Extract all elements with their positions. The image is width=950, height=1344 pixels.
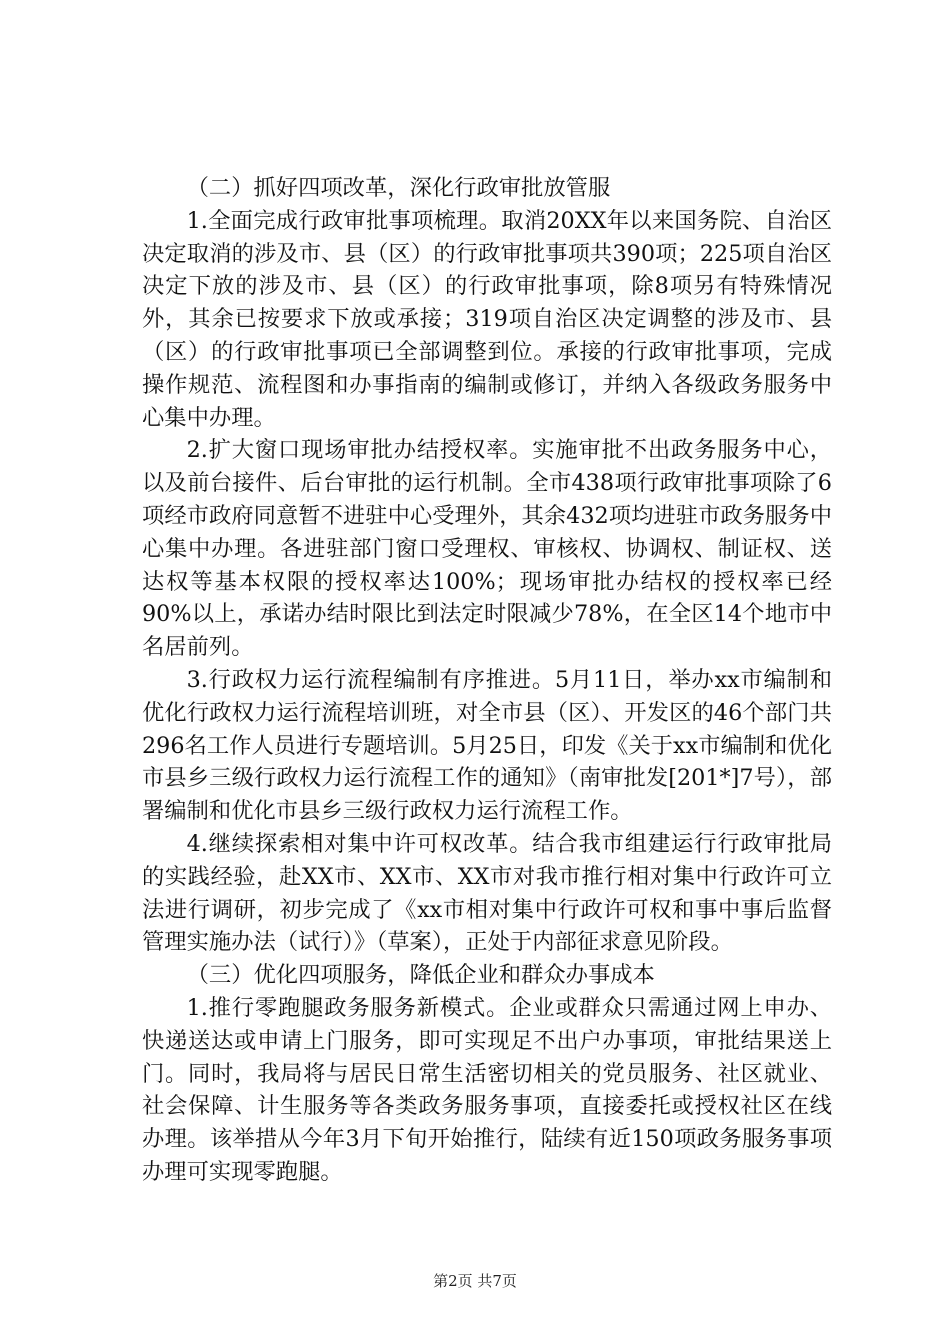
page-number: 第2页 共7页	[433, 1272, 517, 1290]
section-heading-3: （三）优化四项服务，降低企业和群众办事成本	[186, 962, 655, 989]
paragraph: 1.全面完成行政审批事项梳理。取消20XX年以来国务院、自治区决定取消的涉及市、县（区）的行政审批事项共390项；225项自治区决定下放的涉及市、县（区）的行政审批事项，除8项另有特殊情况外，其余已按要求下放或承接；319项自治区决定调整的涉及市、县（区）的行政审批事项已全部调整到位。承接的行政审批事项，完成操作规范、流程图和办事指南的编制或修订，并纳入各级政务服务中心集中办理。	[142, 207, 832, 431]
paragraph: 2.扩大窗口现场审批办结授权率。实施审批不出政务服务中心，以及前台接件、后台审批的运行机制。全市438项行政审批事项除了6项经市政府同意暂不进驻中心受理外，其余432项均进驻市政务服务中心集中办理。各进驻部门窗口受理权、审核权、协调权、制证权、送达权等基本权限的授权率达100%；现场审批办结权的授权率已经90%以上，承诺办结时限比到法定时限减少78%，在全区14个地市中名居前列。	[142, 437, 832, 661]
paragraph: 1.推行零跑腿政务服务新模式。企业或群众只需通过网上申办、快递送达或申请上门服务，即可实现足不出户办事项，审批结果送上门。同时，我局将与居民日常生活密切相关的党员服务、社区就业、社会保障、计生服务等各类政务服务事项，直接委托或授权社区在线办理。该举措从今年3月下旬开始推行，陆续有近150项政务服务事项办理可实现零跑腿。	[142, 994, 832, 1185]
section-heading-2: （二）抓好四项改革，深化行政审批放管服	[186, 175, 611, 201]
document-body	[142, 172, 832, 1189]
paragraph: 4.继续探索相对集中许可权改革。结合我市组建运行行政审批局的实践经验，赴XX市、XX市、XX市对我市推行相对集中行政许可立法进行调研，初步完成了《xx市相对集中行政许可权和事中事后监督管理实施办法（试行）》（草案），正处于内部征求意见阶段。	[142, 830, 832, 956]
paragraph: 3.行政权力运行流程编制有序推进。5月11日，举办xx市编制和优化行政权力运行流程培训班，对全市县（区）、开发区的46个部门共296名工作人员进行专题培训。5月25日，印发《关于xx市编制和优化市县乡三级行政权力运行流程工作的通知》（南审批发[201*]7号），部署编制和优化市县乡三级行政权力运行流程工作。	[142, 666, 832, 825]
